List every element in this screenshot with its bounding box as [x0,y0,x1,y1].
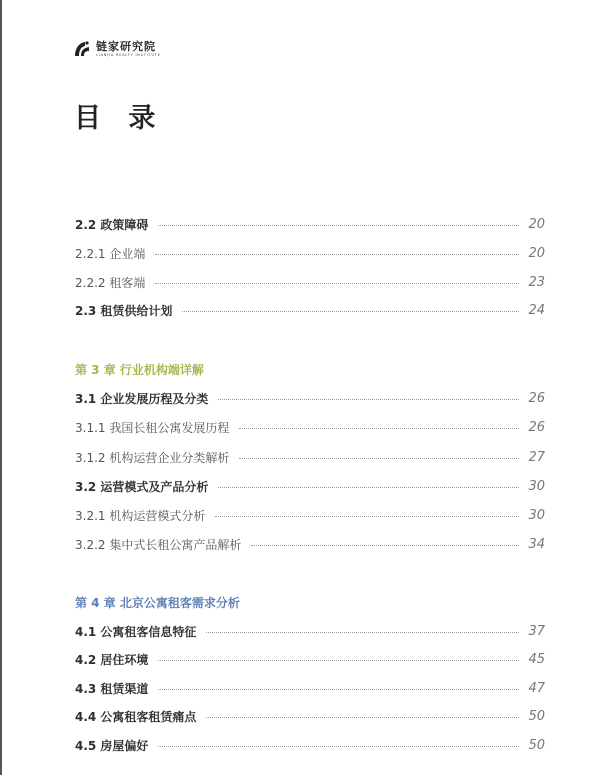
toc-entry-3-1-1[interactable] [75,417,545,437]
logo [72,38,161,60]
logo-icon [72,39,92,59]
dot-leader [206,632,519,633]
toc-entry-label: 4.2 居住环境 [75,652,149,667]
dot-leader [206,717,519,718]
toc-entry-label: 3.1.1 我国长租公寓发展历程 [75,420,230,435]
logo-subtext: LIANJIA REALTY INSTITUTE [96,52,161,57]
dot-leader [155,254,519,255]
toc-page-number: 20 [528,216,545,232]
toc-entry-4-5[interactable] [75,735,545,755]
toc-entry-label: 2.2.2 租客端 [75,275,146,290]
toc-entry-2-2-1[interactable] [75,243,545,263]
logo-text: 链家研究院 [96,39,156,53]
toc-entry-4-4[interactable] [75,706,545,726]
toc-entry-3-1-2[interactable] [75,447,545,467]
page-title: 目 录 [74,103,165,134]
toc-page-number: 34 [528,536,545,552]
chapter-heading: 第 3 章 行业机构端详解 [75,362,204,377]
toc-entry-label: 2.3 租赁供给计划 [75,303,173,318]
dot-leader [239,458,519,459]
toc-page-number: 50 [528,708,545,724]
toc-entry-label: 3.2 运营模式及产品分析 [75,479,209,494]
toc-page-number: 27 [528,449,545,465]
dot-leader [158,689,519,690]
toc-entry-2-2[interactable] [75,214,545,234]
toc-entry-3-2-2[interactable] [75,534,545,554]
toc-page-number: 30 [528,478,545,494]
toc-page-number: 47 [528,680,545,696]
toc-chapter-4[interactable] [75,592,545,612]
toc-page-number: 50 [528,737,545,753]
toc-entry-label: 2.2 政策障碍 [75,217,149,232]
dot-leader [251,545,519,546]
toc-entry-label: 4.5 房屋偏好 [75,738,149,753]
dot-leader [158,746,519,747]
toc-entry-label: 4.1 公寓租客信息特征 [75,624,197,639]
dot-leader [182,311,519,312]
toc-entry-label: 3.1 企业发展历程及分类 [75,391,209,406]
toc-chapter-3[interactable] [75,359,545,379]
toc-page-number: 30 [528,507,545,523]
toc-entry-4-1[interactable] [75,621,545,641]
toc-entry-3-2[interactable] [75,476,545,496]
toc-entry-4-3[interactable] [75,678,545,698]
dot-leader [215,516,519,517]
toc-page-number: 26 [528,419,545,435]
toc-entry-label: 3.2.1 机构运营模式分析 [75,508,206,523]
page-edge [0,0,2,775]
toc-entry-label: 2.2.1 企业端 [75,246,146,261]
dot-leader [218,399,519,400]
dot-leader [155,283,519,284]
toc-entry-label: 3.2.2 集中式长租公寓产品解析 [75,537,242,552]
toc-entry-label: 4.4 公寓租客租赁痛点 [75,709,197,724]
dot-leader [239,428,519,429]
dot-leader [158,660,519,661]
toc-entry-3-2-1[interactable] [75,505,545,525]
toc-entry-2-2-2[interactable] [75,272,545,292]
toc-entry-4-2[interactable] [75,649,545,669]
toc-page-number: 45 [528,651,545,667]
toc-page-number: 24 [528,302,545,318]
toc-page-number: 23 [528,274,545,290]
chapter-heading: 第 4 章 北京公寓租客需求分析 [75,595,240,610]
toc-page-number: 20 [528,245,545,261]
dot-leader [218,487,519,488]
toc-page-number: 26 [528,390,545,406]
toc-entry-label: 3.1.2 机构运营企业分类解析 [75,450,230,465]
toc-entry-3-1[interactable] [75,388,545,408]
toc-page-number: 37 [528,623,545,639]
dot-leader [158,225,519,226]
toc-entry-2-3[interactable] [75,300,545,320]
toc-entry-label: 4.3 租赁渠道 [75,681,149,696]
